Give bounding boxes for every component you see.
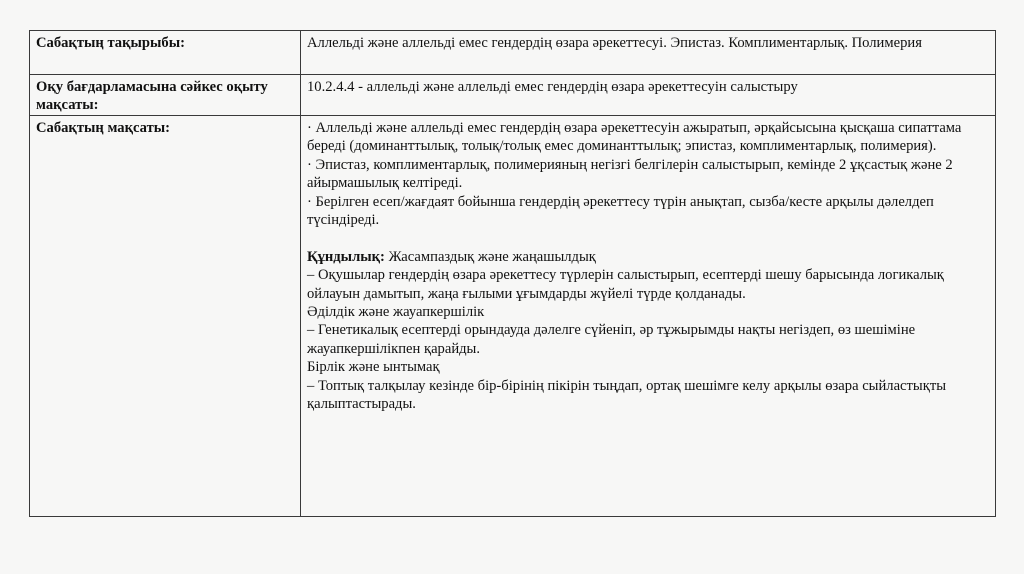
objective-item: · Эпистаз, комплиментарлық, полимерияның негізгі белгілерін салыстырып, кемінде 2 ұқсастық және 2 айырмашылық келтіреді. [307,156,953,192]
lesson-plan-table [29,30,996,517]
spacer [307,229,989,247]
learning-objective-label: Оқу бағдарламасына сәйкес оқыту мақсаты: [30,75,301,116]
learning-objective-value: 10.2.4.4 - аллельді және аллельді емес гендердің өзара әрекеттесуін салыстыру [301,75,996,116]
values-line: – Топтық талқылау кезінде бір-бірінің пікірін тыңдап, ортақ шешімге келу арқылы өзара сыйластықты қалыптастырады. [307,377,946,413]
objective-item: · Берілген есеп/жағдаят бойынша гендердің әрекеттесу түрін анықтап, сызба/кесте арқылы дәлелдеп түсіндіреді. [307,193,934,229]
table-row-learning-objective [30,75,996,116]
values-first: Жасампаздық және жаңашылдық [384,248,596,265]
values-line: – Оқушылар гендердің өзара әрекеттесу түрлерін салыстырып, есептерді шешу барысында логикалық ойлауын дамытып, жаңа ғылыми ұғымдарды жүйелі түрде қолданады. [307,267,944,302]
values-heading [307,248,989,266]
lesson-goals-value [301,116,996,517]
values-line: Әділдік және жауапкершілік [307,304,485,321]
table-row-topic [30,31,996,75]
values-line: Бірлік және ынтымақ [307,359,440,376]
lesson-goals-label: Сабақтың мақсаты: [30,116,301,517]
topic-label: Сабақтың тақырыбы: [30,31,301,75]
values-label: Құндылық: [307,248,385,265]
values-line: – Генетикалық есептерді орындауда дәлелге сүйеніп, әр тұжырымды нақты негіздеп, өз шешіміне жауапкершілікпен қарайды. [307,322,916,357]
table-row-lesson-goals [30,116,996,517]
topic-value: Аллельді және аллельді емес гендердің өзара әрекеттесуі. Эпистаз. Комплиментарлық. Полимерия [301,31,996,75]
objective-item: · Аллельді және аллельді емес гендердің өзара әрекеттесуін ажыратып, әрқайсысына қысқаша сипаттама береді (доминанттылық, толық/толық емес доминанттылық; эпистаз, комплиментарлық, полимерия). [307,120,962,155]
